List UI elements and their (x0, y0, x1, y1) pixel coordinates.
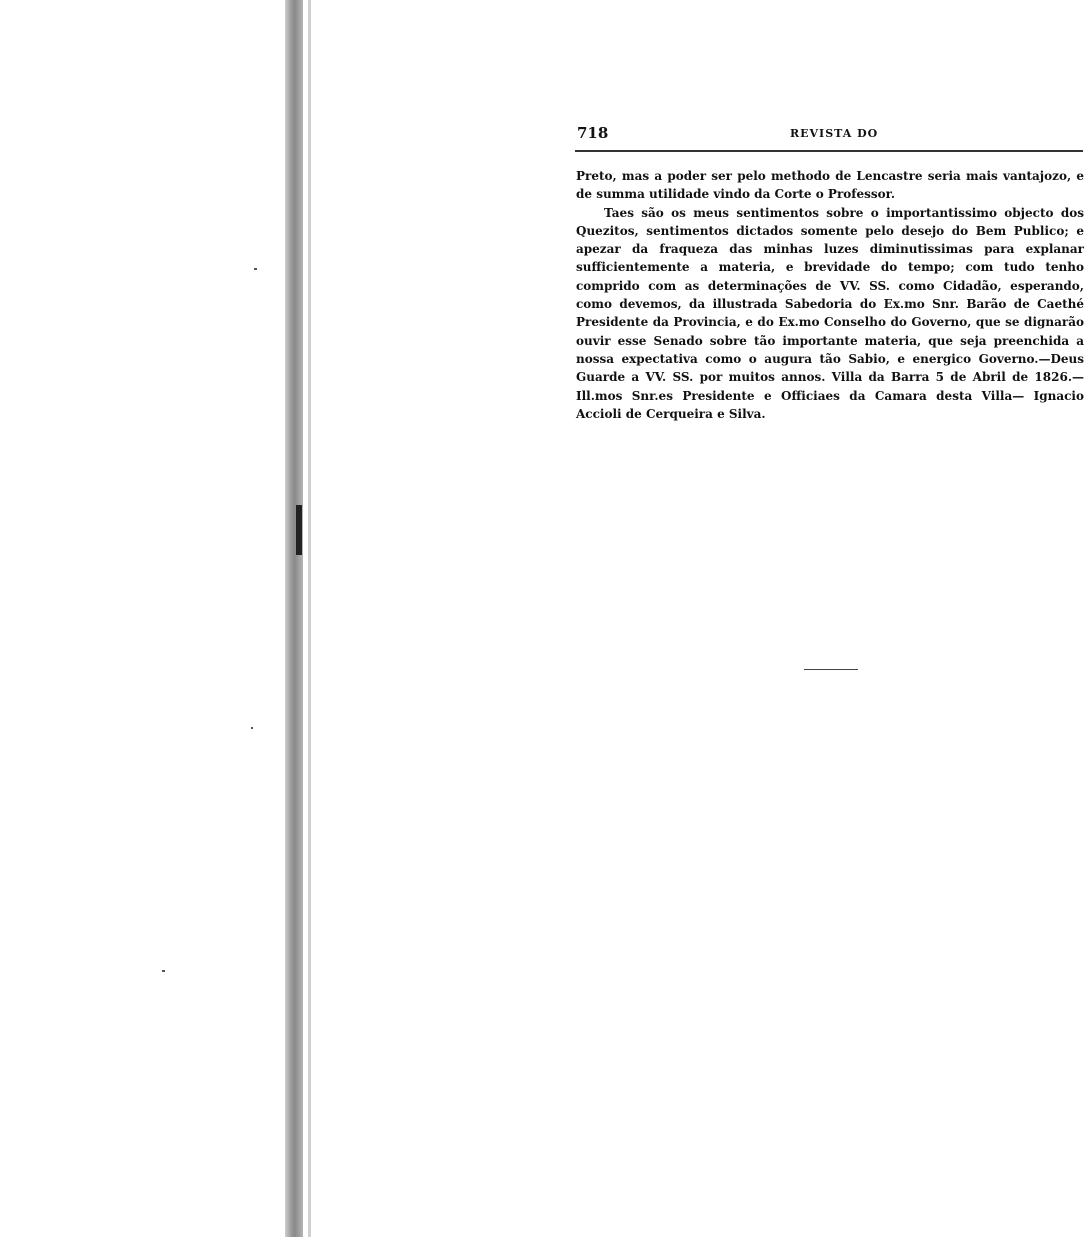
scan-speck (251, 727, 253, 729)
page-header (575, 124, 1083, 146)
scan-speck (254, 268, 257, 270)
page-edge-line (308, 0, 311, 1237)
end-rule (804, 669, 858, 670)
paragraph: Taes são os meus sentimentos sobre o importantissimo objecto dos Quezitos, sentimentos dictados somente pelo desejo do Bem Publico; e apezar da fraqueza das minhas luzes diminutissimas para explanar sufficientemente a materia, e brevidade do tempo; com tudo tenho comprido com as determinações de VV. SS. como Cidadão, esperando, como devemos, da illustrada Sabedoria do Ex.mo Snr. Barão de Caethé Presidente da Provincia, e do Ex.mo Conselho do Governo, que se dignarão ouvir esse Senado sobre tão importante materia, que seja preenchida a nossa expectativa como o augura tão Sabio, e energico Governo.—Deus Guarde a VV. SS. por muitos annos. Villa da Barra 5 de Abril de 1826.—Ill.mos Snr.es Presidente e Officiaes da Camara desta Villa— Ignacio Accioli de Cerqueira e Silva. (576, 205, 1084, 421)
body-text (576, 167, 1084, 423)
paragraph: Preto, mas a poder ser pelo methodo de Lencastre seria mais vantajozo, e de summa utilidade vindo da Corte o Professor. (576, 169, 1084, 202)
binding-mark (296, 505, 302, 555)
page-number: 718 (577, 124, 609, 142)
page-gutter-shadow (285, 0, 303, 1237)
header-rule (575, 150, 1083, 152)
scan-speck (162, 970, 165, 972)
running-head: REVISTA DO (790, 127, 879, 140)
